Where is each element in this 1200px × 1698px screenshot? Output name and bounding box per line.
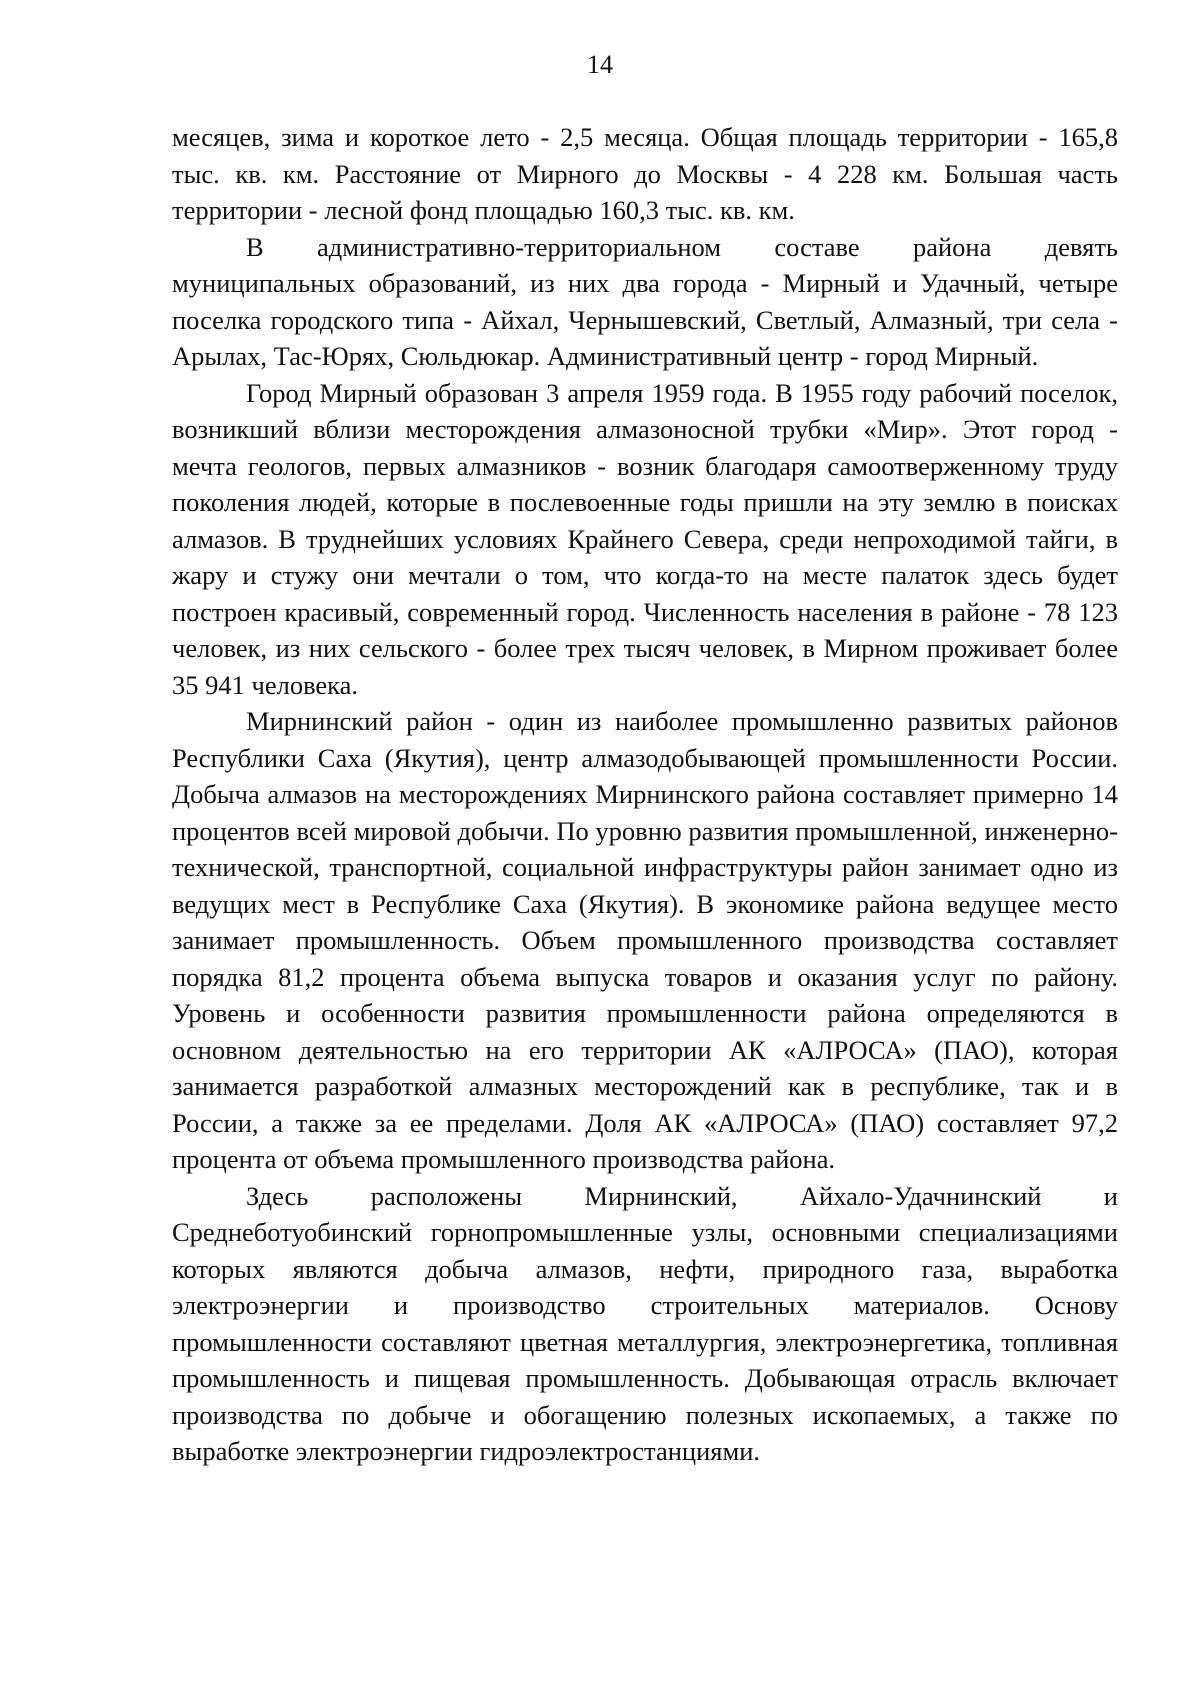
paragraph-mirny-history: Город Мирный образован 3 апреля 1959 года. В 1955 году рабочий поселок, возникший вблизи месторождения алмазоносной трубки «Мир». Этот город - мечта геологов, первых алмазников - возник благодаря самоотверженному труду поколения людей, которые в послевоенные годы пришли на эту землю в поисках алмазов. В труднейших условиях Крайнего Севера, среди непроходимой тайги, в жару и стужу они мечтали о том, что когда-то на месте палаток здесь будет построен красивый, современный город. Численность населения в районе - 78 123 человек, из них сельского - более трех тысяч человек, в Мирном проживает более 35 941 человека. <box>172 377 1118 700</box>
page-number: 14 <box>587 50 613 79</box>
paragraph-administrative-structure: В административно-территориальном составе района девять муниципальных образований, из них два города - Мирный и Удачный, четыре поселка городского типа - Айхал, Чернышевский, Светлый, Алмазный, три села - Арылах, Тас-Юрях, Сюльдюкар. Административный центр - город Мирный. <box>172 231 1118 371</box>
document-body <box>172 119 1118 1470</box>
paragraph-mining-nodes: Здесь расположены Мирнинский, Айхало-Удачнинский и Среднеботуобинский горнопромышленные узлы, основными специализациями которых являются добыча алмазов, нефти, природного газа, выработка электроэнергии и производство строительных материалов. Основу промышленности составляют цветная металлургия, электроэнергетика, топливная промышленность и пищевая промышленность. Добывающая отрасль включает производства по добыче и обогащению полезных ископаемых, а также по выработке электроэнергии гидроэлектростанциями. <box>172 1180 1118 1466</box>
paragraph-industry-overview: Мирнинский район - один из наиболее промышленно развитых районов Республики Саха (Якутия), центр алмазодобывающей промышленности России. Добыча алмазов на месторождениях Мирнинского района составляет примерно 14 процентов всей мировой добычи. По уровню развития промышленной, инженерно-технической, транспортной, социальной инфраструктуры район занимает одно из ведущих мест в Республике Саха (Якутия). В экономике района ведущее место занимает промышленность. Объем промышленного производства составляет порядка 81,2 процента объема выпуска товаров и оказания услуг по району. Уровень и особенности развития промышленности района определяются в основном деятельностью на его территории АК «АЛРОСА» (ПАО), которая занимается разработкой алмазных месторождений как в республике, так и в России, а также за ее пределами. Доля АК «АЛРОСА» (ПАО) составляет 97,2 процента от объема промышленного производства района. <box>172 706 1118 1174</box>
paragraph-continuation: месяцев, зима и короткое лето - 2,5 месяца. Общая площадь территории - 165,8 тыс. кв. км. Расстояние от Мирного до Москвы - 4 228 км. Большая часть территории - лесной фонд площадью 160,3 тыс. кв. км. <box>172 122 1118 225</box>
